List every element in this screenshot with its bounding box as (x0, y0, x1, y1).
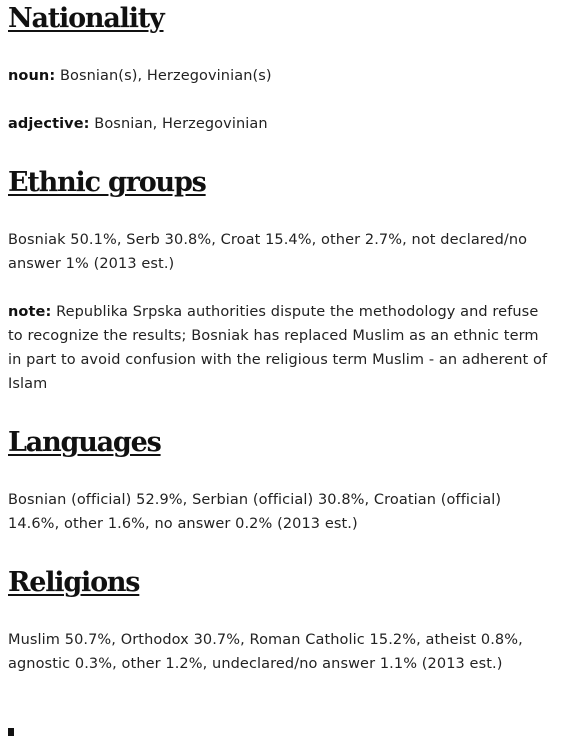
note-label: note: (8, 304, 52, 320)
note-text: Republika Srpska authorities dispute the methodology and refuse to recognize the results; Bosniak has replaced Muslim as an ethnic term in part to avoid confusion with the religious term Muslim - an adherent of Islam (8, 304, 548, 392)
section-heading-religions: Religions (8, 567, 140, 598)
languages-text: Bosnian (official) 52.9%, Serbian (official) 30.8%, Croatian (official) 14.6%, other 1.6%, no answer 0.2% (2013 est.) (8, 492, 502, 532)
religions-text: Muslim 50.7%, Orthodox 30.7%, Roman Catholic 15.2%, atheist 0.8%, agnostic 0.3%, other 1.2%, undeclared/no answer 1.1% (2013 est.) (8, 632, 523, 672)
adjective-text: Bosnian, Herzegovinian (89, 116, 268, 132)
nationality-noun (8, 64, 272, 88)
nationality-adjective (8, 112, 268, 136)
section-heading-languages: Languages (8, 427, 161, 458)
ethnic-groups-note (8, 300, 548, 396)
section-heading-nationality: Nationality (8, 3, 164, 34)
noun-text: Bosnian(s), Herzegovinian(s) (55, 68, 272, 84)
section-heading-ethnic-groups: Ethnic groups (8, 167, 206, 198)
next-heading-fragment (8, 728, 14, 736)
ethnic-groups-text: Bosniak 50.1%, Serb 30.8%, Croat 15.4%, other 2.7%, not declared/no answer 1% (2013 est.) (8, 232, 528, 272)
noun-label: noun: (8, 68, 56, 84)
adjective-label: adjective: (8, 116, 90, 132)
